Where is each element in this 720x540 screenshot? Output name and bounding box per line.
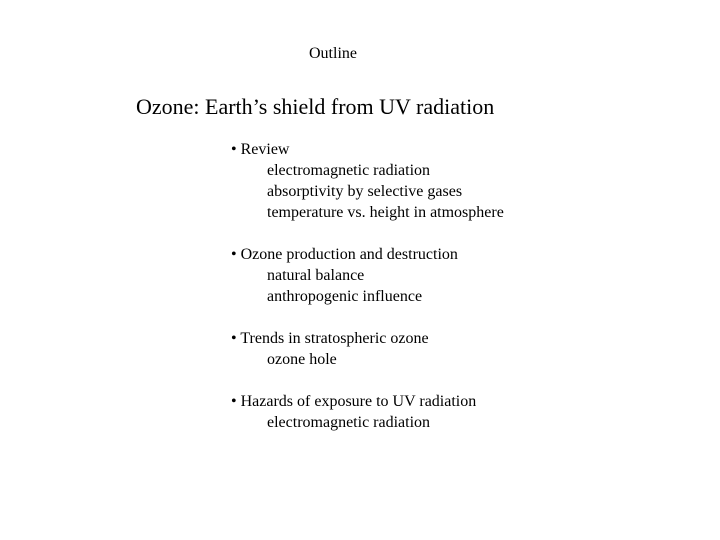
bullet-label: Trends in stratospheric ozone <box>240 330 429 347</box>
sub-item: absorptivity by selective gases <box>267 183 463 200</box>
bullet-marker: • <box>231 246 237 263</box>
sub-item: natural balance <box>267 267 365 284</box>
bullet-marker: • <box>231 393 237 410</box>
bullet-item <box>231 391 504 412</box>
outline-list <box>231 139 504 454</box>
sub-item: ozone hole <box>267 351 337 368</box>
bullet-label: Ozone production and destruction <box>240 246 458 263</box>
sub-item: temperature vs. height in atmosphere <box>267 204 504 221</box>
bullet-marker: • <box>231 141 237 158</box>
bullet-marker: • <box>231 330 237 347</box>
outline-section <box>231 391 504 433</box>
sub-item: electromagnetic radiation <box>267 414 431 431</box>
bullet-item <box>231 244 504 265</box>
slide-heading: Outline <box>309 45 357 62</box>
bullet-label: Review <box>240 141 290 158</box>
bullet-label: Hazards of exposure to UV radiation <box>240 393 477 410</box>
outline-section <box>231 328 504 370</box>
bullet-item <box>231 328 504 349</box>
bullet-item <box>231 139 504 160</box>
sub-item: anthropogenic influence <box>267 288 423 305</box>
slide-title: Ozone: Earth’s shield from UV radiation <box>136 94 495 119</box>
sub-item: electromagnetic radiation <box>267 162 431 179</box>
outline-section <box>231 244 504 307</box>
outline-section <box>231 139 504 223</box>
